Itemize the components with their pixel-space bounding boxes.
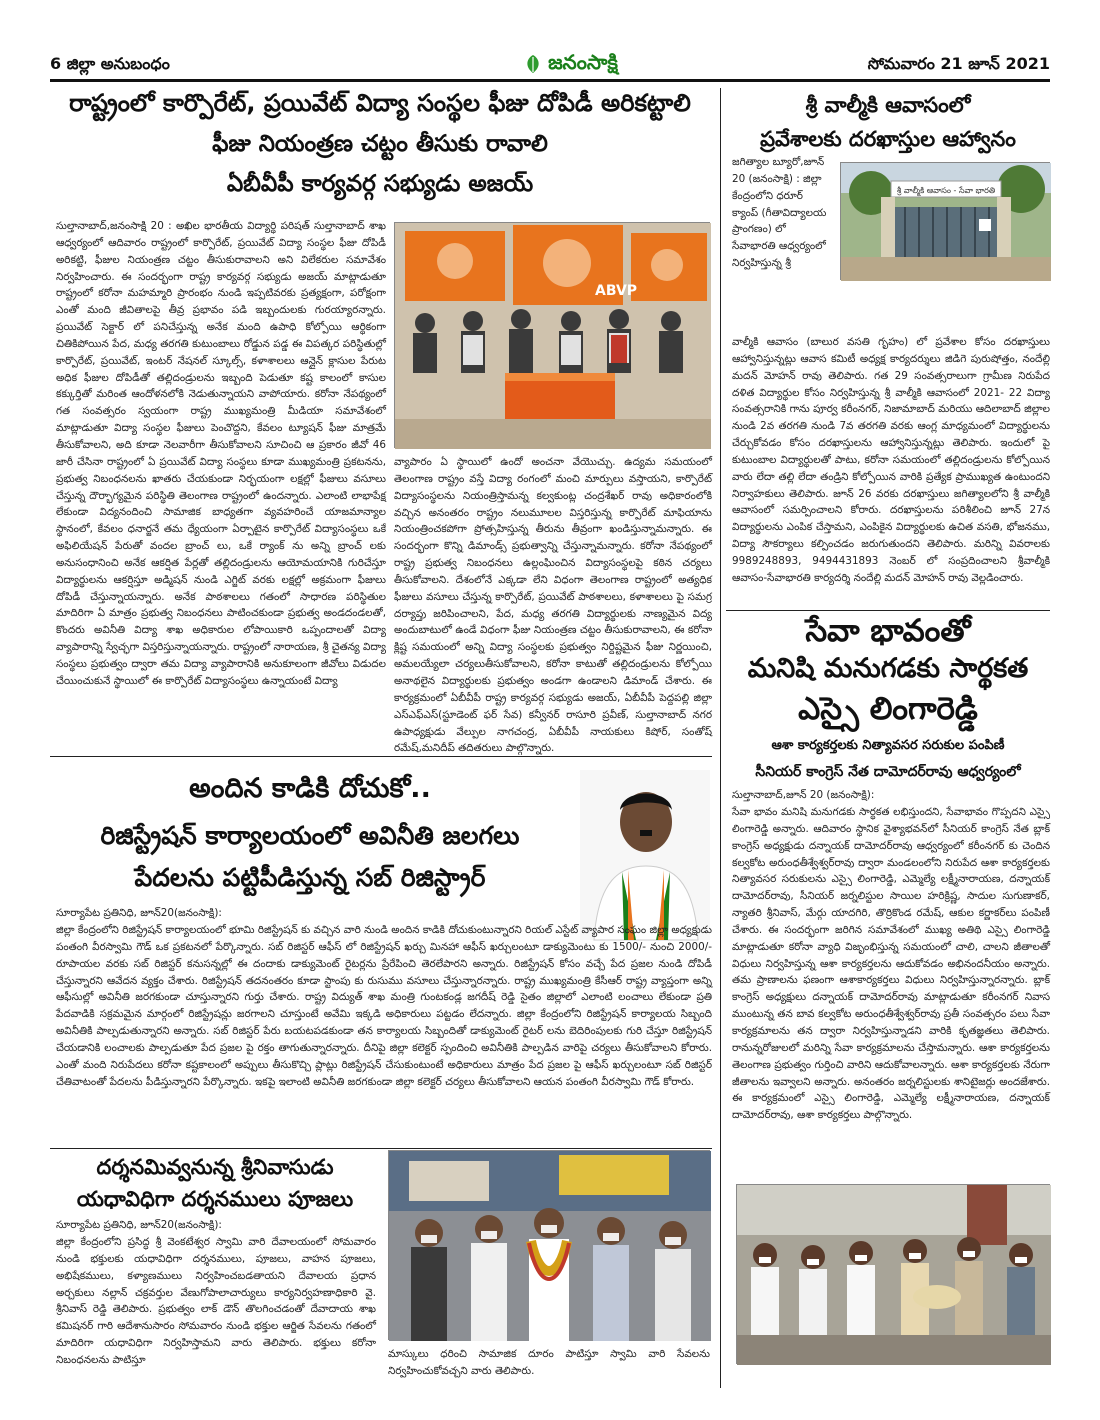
valmiki-body: వాల్మీకి ఆవాసం (బాలుర వసతి గృహం) లో ప్రవేశాల కోసం దరఖాస్తులు ఆహ్వానిస్తున్నట్లు ఆవాస కమిటీ అధ్యక్ష కార్యదర్శులు జిడిగె పురుషోత్తం, నందేల్లి మదన్ మోహన్ రావు తెలిపారు. గత 29 సంవత్సరాలుగా గ్రామీణ నిరుపేద దళిత విద్యార్థుల కోసం నిర్వహిస్తున్న శ్రీ వాల్మీకి ఆవాసంలో 2021- 22 విద్యా సంవత్సరానికి గాను పూర్వ కరీంనగర్, నిజామాబాద్ మరియు ఆదిలాబాద్ జిల్లాల నుండి 2వ తరగతి నుండి 7వ తరగతి వరకు ఆంగ్ల మాధ్యమంలో విద్యార్థులను చేర్చుకోవడం కోసం దరఖాస్తులను ఆహ్వానిస్తున్నట్లు తెలిపారు. ఇందులో పై కుటుంబాల విద్యార్థులతో పాటు, కరోనా సమయంలో తల్లిదండ్రులను కోల్పోయిన వారు లేదా తల్లి లేదా తండ్రిని కోల్పోయిన వారికి ప్రత్యేక ప్రాముఖ్యత ఉంటుందని నిర్వాహకులు తెలిపారు. జూన్ 26 వరకు దరఖాస్తులు జగిత్యాలలోని శ్రీ వాల్మీకి ఆవాసంలో సమర్పించాలని కోరారు. దరఖాస్తులను పరిశీలించి జూన్ 27న విద్యార్థులను ఎంపిక చేస్తామని, ఎంపికైన విద్యార్థులకు ఉచిత వసతి, భోజనము, విద్యా సౌకర్యాలు కల్పించడం జరుగుతుందని తెలిపారు. మరిన్ని వివరాలకు 9989248893, 9494431893 నెంబర్ లో సంప్రదించాలని శ్రీవాల్మీకి ఆవాసం-సేవాభారతి కార్యదర్శి నందేల్లి మదన్ మోహన్ రావు వెల్లడించారు. xyxy=(732,336,1050,584)
abvp-headline: రాష్ట్రంలో కార్పొరేట్, ప్రయివేట్ విద్యా సంస్థల ఫీజు దోపిడీ అరికట్టాలి xyxy=(69,89,691,117)
registration-headline-3: పేదలను పట్టిపీడిస్తున్న సబ్ రిజిస్ట్రార్ xyxy=(134,863,486,892)
valmiki-hostel-gate-photo xyxy=(840,162,1050,280)
seva-headline-1: సేవా భావంతో xyxy=(805,613,971,649)
temple-felicitation-photo xyxy=(388,1150,710,1340)
seva-subhead-1: ఆశా కార్యకర్తలకు నిత్యావసర సరుకుల పంపిణీ xyxy=(771,738,1005,753)
masthead xyxy=(50,50,1050,82)
temple-headline-2: యధావిధిగా దర్శనములు పూజలు xyxy=(76,1187,354,1211)
abvp-subhead-2: ఏబీవీపీ కార్యవర్గ సభ్యుడు అజయ్ xyxy=(226,171,534,197)
abvp-body-left: సుల్తానాబాద్,జనంసాక్షి 20 : అఖిల భారతీయ విద్యార్థి పరిషత్ సుల్తానాబాద్ శాఖ ఆధ్వర్యంలో ఆదివారం రాష్ట్రంలో కార్పొరేట్, ప్రయివేట్ విద్యా సంస్థల ఫీజు దోపిడీ అరికట్టి, ఫీజుల నియంత్రణ చట్టం తీసుకురావాలని అని విలేకరుల సమావేశం నిర్వహించారు. ఈ సందర్భంగా రాష్ట్ర కార్యవర్గ సభ్యుడు అజయ్ మాట్లాడుతూ రాష్ట్రంలో కరోనా మహమ్మారి ప్రారంభం నుండి ఇప్పటివరకు ప్రత్యక్షంగా, పరోక్షంగా ఎంతో మంది జీవితాలపై తీవ్ర ప్రభావం పడి ఇబ్బందులకు గురయ్యారన్నారు. ప్రయివేట్ సెక్టార్ లో పనిచేస్తున్న అనేక మంది ఉపాధి కోల్పోయి ఆర్థికంగా చితికిపోయిన పేద, మధ్య తరగతి కుటుంబాలు రోడ్డున పడ్డ ఈ విపత్కర పరిస్థితుల్లో కార్పొరేట్, ప్రయివేట్, ఇంటర్ నేషనల్ స్కూల్స్, కళాశాలలు ఆన్లైన్ క్లాసుల పేరుట అధిక ఫీజుల దోపిడీతో తల్లిదండ్రులను ఇబ్బంది పెడుతూ కష్ట కాలంలో కాసుల కక్కుర్తితో మరింత ఆందోళనలోకి నెడుతున్నాయని వాపోయారు. కరోనా నేపథ్యంలో గత సంవత్సరం స్వయంగా రాష్ట్ర ముఖ్యమంత్రి మీడియా సమావేశంలో మాట్లాడుతూ విద్యా సంస్థల ఫీజులు పెంచొద్దని, కేవలం ట్యూషన్ ఫీజు మాత్రమే తీసుకోవాలని, అది కూడా నెలవారీగా తీసుకోవాలని సూచించి ఆ ప్రకారం జీవో 46 జారీ చేసినా రాష్ట్రంలో ఏ ప్రయివేట్ విద్యా సంస్థలు కూడా ముఖ్యమంత్రి ప్రకటనను, ప్రభుత్వ నిబంధనలను ఖాతరు చేయకుండా నిర్భయంగా లక్షల్లో ఫీజులు వసూలు చేస్తున్న దౌర్భాగ్యమైన పరిస్థితి తెలంగాణ రాష్ట్రంలో ఉందన్నారు. ఎలాంటి లాభాపేక్ష లేకుండా విద్యనందించి సామాజిక బాధ్యతగా వ్యవహరించే యాజమాన్యాల స్థానంలో, కేవలం ధనార్జనే తమ ధ్యేయంగా ఏర్పాటైన కార్పొరేట్ విద్యాసంస్థలు ఒకే అఫిలియేషన్ పేరుతో వందల బ్రాంచ్ లు, ఒకే ర్యాంక్ ను అన్ని బ్రాంచ్ లకు అనుసంధానించి అనేక ఆకర్షిత పేర్లతో తల్లిదండ్రులను ఆయోమయానికి గురిచేస్తూ విద్యార్థులను ఆకర్షిస్తూ అడ్మిషన్ నుండి ఎగ్జిట్ వరకు లక్షల్లో అక్రమంగా ఫీజులు దోపిడీ చేస్తున్నాయన్నారు. అనేక పాఠశాలలు గతంలో సాధారణ పరిస్థితుల మాదిరిగా ఏ మాత్రం ప్రభుత్వ నిబంధనలు పాటించకుండా ప్రభుత్వ అండదండలతో, కొందరు అవినీతి విద్యా శాఖ అధికారుల లోపాయికారి ఒప్పందాలతో విద్యా వ్యాపారాన్ని స్వేచ్ఛగా విస్తరిస్తున్నాయన్నారు. రాష్ట్రంలో నారాయణ, శ్రీ చైతన్య విద్యా సంస్థలు ప్రభుత్వం ద్వారా తమ విద్యా వ్యాపారానికి అనుకూలంగా జీవోలు విడుదల చేయించుకునే స్థాయిలో ఈ కార్పొరేట్ విద్యాసంస్థలు ఉన్నాయంటే విద్యా xyxy=(56,220,386,687)
registration-headline-2: రిజిస్ట్రేషన్ కార్యాలయంలో అవినీతి జలగలు xyxy=(100,821,520,850)
temple-body-right: మాస్కులు ధరించి సామాజిక దూరం పాటిస్తూ స్వామి వారి సేవలను నిర్వహించుకోవచ్చని వారు తెలిపారు. xyxy=(388,1348,710,1377)
registration-body: జిల్లా కేంద్రంలోని రిజిస్ట్రేషన్ కార్యాలయంలో భూమి రిజిస్ట్రేషన్ కు వచ్చిన వారి నుండి అందిన కాడికి దోచుకుంటున్నారని రియల్ ఎస్టేట్ వ్యాపార సంఘం జిల్లా అధ్యక్షుడు పంతంగి వీరస్వామి గౌడ్ ఒక ప్రకటనలో పేర్కొన్నారు. సబ్ రిజిస్టర్ ఆఫీస్ లో రిజిస్ట్రేషన్ ఖర్చు మినహా ఆఫీస్ ఖర్చులంటూ డాక్యుమెంటు కు 1500/- నుంచి 2000/- రూపాయల వరకు సబ్ రిజిస్టర్ కనుసన్నల్లో ఈ దందాకు డాక్యుమెంట్ రైటర్లను ప్రేరేపించి తెరలేపారని అన్నారు. రిజిస్ట్రేషన్ కోసం వచ్చే పేద ప్రజల నుండి దోపిడీ చేస్తున్నారని ఆవేదన వ్యక్తం చేశారు. రిజిస్ట్రేషన్ తదనంతరం కూడా స్టాంపు కు రుసుము వసూలు చేస్తున్నారన్నారు. రాష్ట్ర ముఖ్యమంత్రి కేసీఆర్ రాష్ట్ర వ్యాప్తంగా అన్ని ఆఫీసుల్లో అవినీతి జరగకుండా చూస్తున్నారని గుర్తు చేశారు. రాష్ట్ర విద్యుత్ శాఖ మంత్రి గుంటకండ్ల జగదీష్ రెడ్డి సైతం జిల్లాలో ఎలాంటి లంచాలు లేకుండా ప్రతి పేదవాడికి సక్రమమైన మార్గంలో రిజిస్ట్రేషన్లు జరగాలని చూస్తుంటే అవేమి ఇక్కడి అధికారులు పట్టడం లేదన్నారు. జిల్లా కేంద్రంలోని రిజిస్ట్రేషన్ కార్యాలయ సిబ్బంది అవినీతికి పాల్పడుతున్నారని అన్నారు. సబ్ రిజిస్టర్ పేరు బయటపడకుండా తన కార్యాలయ సిబ్బందితో డాక్యుమెంట్ రైటర్ లను బెదిరింపులకు గురి చేస్తూ రిజిస్ట్రేషన్ చేయడానికి లంచాలకు పాల్పడుతూ పేద ప్రజల పై రక్తం తాగుతున్నారన్నారు. దీనిపై జిల్లా కలెక్టర్ స్పందించి అవినీతికి పాల్పడిన వారిపై చర్యలు తీసుకోవాలని కోరారు. ఎంతో మంది నిరుపేదలు కరోనా కష్టకాలంలో అప్పులు తీసుకొచ్చి ప్లాట్లు రిజిస్ట్రేషన్ చేసుకుంటుంటే అధికారులు మాత్రం పేద ప్రజల పై ఆఫీస్ ఖర్చులంటూ సబ్ రిజిస్టర్ చేతివాటంతో పేదలను పీడిస్తున్నారని పేర్కొన్నారు. ఇకపై ఇలాంటి అవినీతి జరగకుండా జిల్లా కలెక్టర్ చర్యలు తీసుకోవాలని ఆయన పంతంగి వీరస్వామి గౌడ్ కోరారు. xyxy=(56,924,712,1088)
abvp-body-right: వ్యాపారం ఏ స్థాయిలో ఉందో అంచనా వేయొచ్చు. ఉద్యమ సమయంలో తెలంగాణ రాష్ట్రం వస్తే విద్యా రంగంలో మంచి మార్పులు వస్తాయని, కార్పొరేట్ విద్యాసంస్థలను నియంత్రిస్తామన్న కల్వకుంట్ల చంద్రశేఖర్ రావు అధికారంలోకి వచ్చిన అనంతరం రాష్ట్రం నలుమూలల విస్తరిస్తున్న కార్పొరేట్ మాఫియాను నియంత్రించకపోగా ప్రోత్సహిస్తున్న తీరును తీవ్రంగా ఖండిస్తున్నామన్నారు. ఈ సందర్భంగా కొన్ని డిమాండ్స్ ప్రభుత్వాన్ని చేస్తున్నామన్నారు. కరోనా నేపథ్యంలో రాష్ట్ర ప్రభుత్వ నిబంధనలు ఉల్లంఘించిన విద్యాసంస్థలపై కఠిన చర్యలు తీసుకోవాలని. దేశంలోనే ఎక్కడా లేని విధంగా తెలంగాణ రాష్ట్రంలో అత్యధిక ఫీజులు వసూలు చేస్తున్న కార్పొరేట్, ప్రయివేట్ పాఠశాలలు, కళాశాలలు పై సమగ్ర దర్యాప్తు జరిపించాలని, పేద, మధ్య తరగతి విద్యార్థులకు నాణ్యమైన విద్య అందుబాటులో ఉండే విధంగా ఫీజు నియంత్రణ చట్టం తీసుకురావాలని, ఈ కరోనా క్లిష్ట సమయంలో అన్ని విద్యా సంస్థలకు ప్రభుత్వం నిర్దిష్టమైన ఫీజు నిర్ణయించి, అమలయ్యేలా చర్యలుతీసుకోవాలని, కరోనా కాటుతో తల్లిదండ్రులను కోల్పోయి అనాథలైన విద్యార్థులకు ప్రభుత్వం అండగా ఉండాలని డిమాండ్ చేశారు. ఈ కార్యక్రమంలో ఏబీవీపీ రాష్ట్ర కార్యవర్గ సభ్యుడు అజయ్, ఏబీవీపీ పెద్దపల్లి జిల్లా ఎస్ఎఫ్ఎస్(స్టూడెంట్ ఫర్ సేవ) కన్వీనర్ రాసూరి ప్రవీణ్, సుల్తానాబాద్ నగర ఉపాధ్యక్షుడు వేల్పుల నాగచంద్ర, ఏబీవీపీ నాయకులు కిషోర్, సంతోష్ రమేష్,మనిదీప్ తదితరులు పాల్గొన్నారు. xyxy=(394,456,712,755)
temple-dateline: సూర్యాపేట ప్రతినిధి, జూన్20(జనంసాక్షి): xyxy=(56,1219,222,1231)
abvp-subhead-1: ఫీజు నియంత్రణ చట్టం తీసుకు రావాలి xyxy=(212,131,548,157)
seva-dateline: సుల్తానాబాద్,జూన్ 20 (జనంసాక్షి): xyxy=(732,789,875,801)
logo-text: జనంసాక్షి xyxy=(548,50,618,74)
seva-headline-3: ఎస్సై లింగారెడ్డి xyxy=(798,691,978,727)
temple-body-left: జిల్లా కేంద్రంలోని ప్రసిద్ధ శ్రీ వెంకటేశ్వర స్వామి వారి దేవాలయంలో సోమవారం నుండి భక్తులకు యధావిధిగా దర్శనములు, పూజలు, వాహన పూజలు, అభిషేకములు, కళ్యాణములు నిర్వహించబడతాయని దేవాలయ ప్రధాన అర్చకులు నల్లాన్ చక్రవర్తుల వేణుగోపాలాచార్యులు కార్యనిర్వహణాధికారి వై. శ్రీనివాస్ రెడ్డి తెలిపారు. ప్రభుత్వం లాక్ డౌన్ తొలగించడంతో దేవాదాయ శాఖ కమిషనర్ గారి ఆదేశానుసారం సోమవారం నుండి భక్తుల ఆర్జిత సేవలను గతంలో మాదిరిగా యధావిధిగా నిర్వహిస్తామని వారు తెలిపారు. భక్తులు కరోనా నిబంధనలను పాటిస్తూ xyxy=(56,1236,376,1366)
seva-headline-2: మనిషి మనుగడకు సార్థకత xyxy=(747,653,1029,684)
issue-date: సోమవారం 21 జూన్ 2021 xyxy=(867,54,1050,73)
divider-under-valmiki xyxy=(726,610,1050,611)
registration-headline-1: అందిన కాడికి దోచుకో.. xyxy=(189,773,431,804)
abvp-banner-text: ABVP xyxy=(595,283,638,299)
divider-under-registration xyxy=(50,1148,712,1149)
valmiki-intro-narrow: జగిత్యాల బ్యూరో,జూన్ 20 (జనంసాక్షి) : జిల్లా కేంద్రంలోని ధరూర్ క్యాంప్ (గీతావిద్యాలయ ప్రాంగణం) లో సేవాభారతి ఆధ్వర్యంలో నిర్వహిస్తున్న శ్రీ xyxy=(732,156,827,270)
temple-headline-1: దర్శనమివ్వనున్న శ్రీనివాసుడు xyxy=(96,1155,334,1179)
abvp-press-meet-photo xyxy=(394,222,710,448)
logo-leaf-icon xyxy=(522,53,544,75)
hostel-sign-text: శ్రీ వాల్మీకి ఆవాసం - సేవా భారతి xyxy=(896,186,996,195)
seva-distribution-photo xyxy=(736,1184,1050,1364)
sub-registrar-portrait xyxy=(580,770,710,940)
seva-subhead-2: సీనియర్ కాంగ్రెస్ నేత దామోదర్‌రావు ఆధ్వర్యంలో xyxy=(755,764,1021,780)
divider-under-abvp xyxy=(50,756,712,757)
newspaper-logo xyxy=(490,50,650,79)
column-divider xyxy=(720,88,721,1388)
registration-dateline: సూర్యాపేట ప్రతినిధి, జూన్20(జనంసాక్షి): xyxy=(56,907,222,919)
seva-body: సేవా భావం మనిషి మనుగడకు సార్థకత లభిస్తుందని, సేవాభావం గొప్పదని ఎస్సై లింగారెడ్డి అన్నారు. ఆదివారం స్థానిక వైశ్యాభవన్‌లో సీనియర్ కాంగ్రెస్ నేత బ్లాక్ కాంగ్రెస్ అధ్యక్షుడు దన్నాయక్ దామోదర్‌రావు ఆధ్వర్యంలో కరీంనగర్ కు చెందిన కల్వకోట అరుంధతీశ్వేశ్వర్‌రావు ద్వారా మండలంలోని నిరుపేద ఆశా కార్యకర్తలకు నిత్యావసర సరుకులను ఎస్సై లింగారెడ్డి, ఎమ్మెల్యే లక్ష్మీనారాయణ, దన్నాయక్ దామోదర్‌రావు, సీనియర్ జర్నలిస్టుల సాయిల హరిక్రిష్ణ, సాదుల సుగుణాకర్, న్యాతరి శ్రీనివాస్, మేర్గు యాదగిరి, తొర్రికొండ రమేష్, ఆకుల కర్ణాకర్‌లు పంపిణీ చేశారు. ఈ సందర్భంగా జరిగిన సమావేశంలో ముఖ్య అతిథి ఎస్సై లింగారెడ్డి మాట్లాడుతూ కరోనా వ్యాధి విజృంభిస్తున్న సమయంలో చాలి, చాలని జీతాలతో విధులు నిర్వహిస్తున్న ఆశా కార్యకర్తలను ఆదుకోవడం అభినందనీయం అన్నారు. తమ ప్రాణాలను ఫణంగా ఆశాకార్యకర్తలు విధులు నిర్వహిస్తున్నారన్నారు. బ్లాక్ కాంగ్రెస్ అధ్యక్షులు దన్నాయక్ దామోదర్‌రావు మాట్లాడుతూ కరీంనగర్ నివాస ముంటున్న తన బావ కల్వకోట అరుంధతీశ్వేశ్వర్‌రావు ప్రతీ సంవత్సరం పలు సేవా కార్యక్రమాలను తన ద్వారా నిర్వహిస్తున్నాడని వారికి కృతజ్ఞతలు తెలిపారు. రానున్నరోజులలో మరిన్ని సేవా కార్యక్రమాలను చేస్తామన్నారు. ఆశా కార్యకర్తలను తెలంగాణ ప్రభుత్వం గుర్తించి వారిని ఆదుకోవాలన్నారు. ఆశా కార్యకర్తలకు నేరుగా జీతాలను ఇవ్వాలని అన్నారు. అనంతరం జర్నలిస్టులకు శానిటైజర్లు అందజేశారు. ఈ కార్యక్రమంలో ఎస్సై లింగారెడ్డి, ఎమ్మెల్యే లక్ష్మీనారాయణ, దన్నాయక్ దామోదర్‌రావు, ఆశా కార్యకర్తలు పాల్గొన్నారు. xyxy=(732,806,1050,1122)
valmiki-headline-2: ప్రవేశాలకు దరఖాస్తుల ఆహ్వానం xyxy=(760,127,1016,151)
page-section-label: 6 జిల్లా అనుబంధం xyxy=(50,54,170,73)
valmiki-headline-1: శ్రీ వాల్మీకి ఆవాసంలో xyxy=(805,93,971,117)
